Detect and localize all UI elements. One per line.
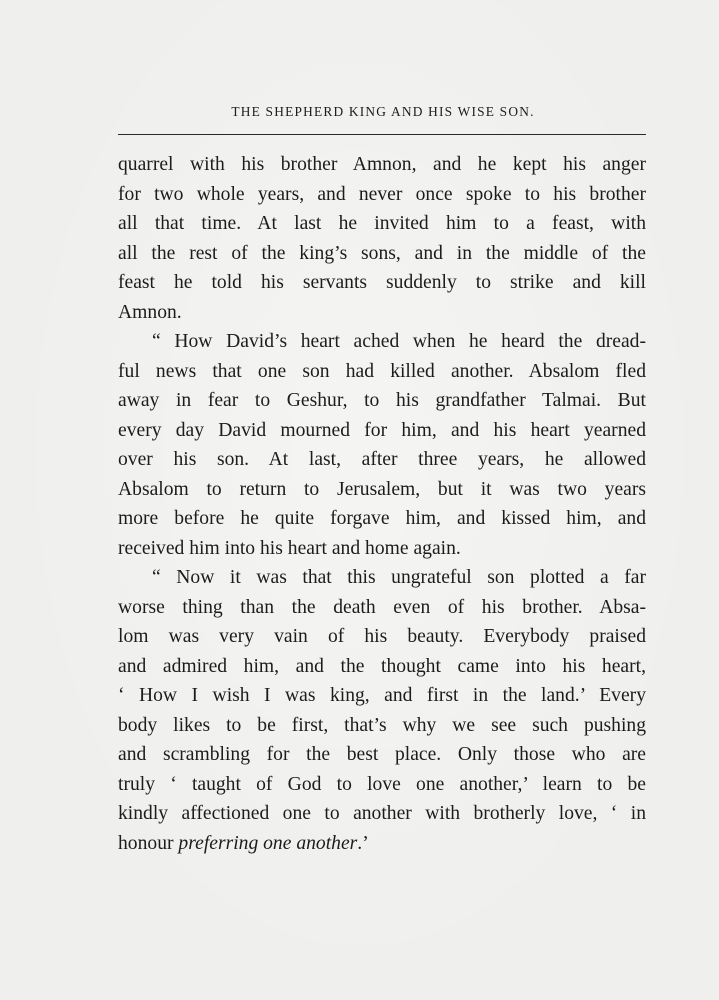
text-line: feast he told his servants suddenly to strike and kill [118,272,646,293]
text-line: “ How David’s heart ached when he heard the dread- [152,331,646,352]
text-line: truly ‘ taught of God to love one another,’ learn to be [118,773,646,795]
final-line-plain: honour [118,832,179,854]
text-line: ful news that one son had killed another. Absalom fled [118,360,646,382]
text-line: and scrambling for the best place. Only those who are [118,744,646,765]
text-line: more before he quite forgave him, and kissed him, and [118,508,646,529]
text-line: every day David mourned for him, and his heart yearned [118,419,646,441]
final-text-line [118,829,646,859]
text-line: worse thing than the death even of his brother. Absa- [118,596,646,618]
text-line: Absalom to return to Jerusalem, but it was two years [118,478,646,500]
text-line: “ Now it was that this ungrateful son plotted a far [152,567,646,588]
text-line: all that time. At last he invited him to a feast, with [118,213,646,234]
text-line: quarrel with his brother Amnon, and he kept his anger [118,154,646,175]
final-line-italic: preferring one another [178,832,358,854]
text-line: kindly affectioned one to another with brotherly love, ‘ in [118,803,646,824]
text-line: received him into his heart and home again. [118,537,461,559]
text-line: lom was very vain of his beauty. Everybody praised [118,626,646,647]
text-line: all the rest of the king’s sons, and in the middle of the [118,242,646,264]
final-line-end: .’ [357,832,369,854]
text-line: for two whole years, and never once spoke to his brother [118,183,646,205]
header-rule [118,134,646,135]
paragraph-1 [118,150,646,327]
text-line: away in fear to Geshur, to his grandfather Talmai. But [118,390,646,411]
paragraph-2 [118,327,646,563]
body-text [118,150,646,858]
text-line: Amnon. [118,301,182,323]
text-line: body likes to be first, that’s why we see such pushing [118,714,646,736]
text-line: over his son. At last, after three years, he allowed [118,449,646,470]
text-line: and admired him, and the thought came into his heart, [118,655,646,677]
text-line: ‘ How I wish I was king, and first in the land.’ Every [118,685,646,706]
paragraph-3 [118,563,646,858]
running-head: THE SHEPHERD KING AND HIS WISE SON. [231,104,535,119]
